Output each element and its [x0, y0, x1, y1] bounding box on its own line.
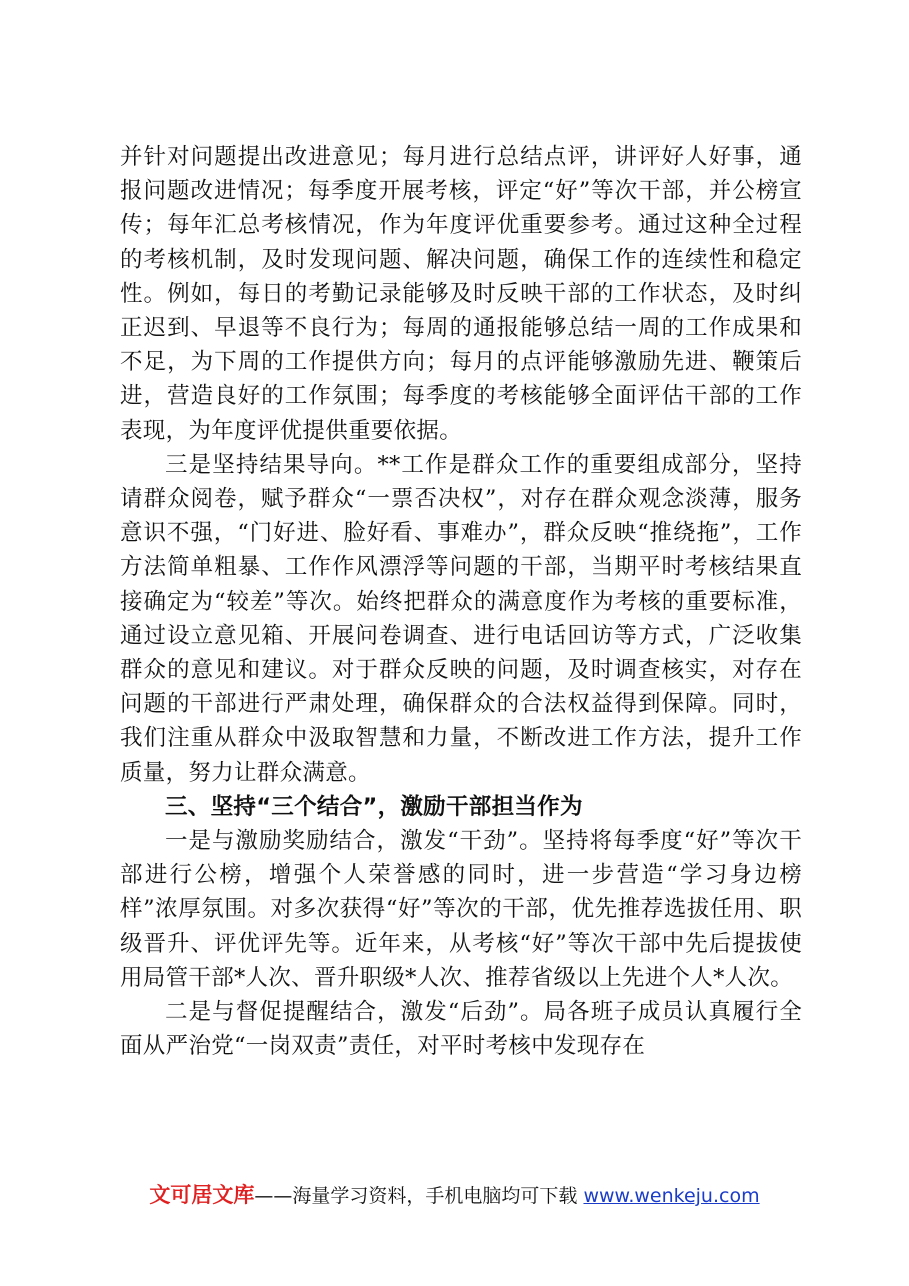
paragraph-incentive-reward: 一是与激励奖励结合，激发“干劲”。坚持将每季度“好”等次干部进行公榜，增强个人荣誉感的同时，进一步营造“学习身边榜样”浓厚氛围。对多次获得“好”等次的干部，优先推荐选拔任用、职级晋升、评优评先等。近年来，从考核“好”等次干部中先后提拔使用局管干部*人次、晋升职级*人次、推荐省级以上先进个人*人次。: [120, 828, 802, 991]
paragraph-supervision-reminder: 二是与督促提醒结合，激发“后劲”。局各班子成员认真履行全面从严治党“一岗双责”责任，对平时考核中发现存在: [120, 999, 802, 1060]
footer-link[interactable]: www.wenkeju.com: [583, 1185, 760, 1207]
paragraph-continued: 并针对问题提出改进意见；每月进行总结点评，讲评好人好事，通报问题改进情况；每季度开展考核，评定“好”等次干部，并公榜宣传；每年汇总考核情况，作为年度评优重要参考。通过这种全过程的考核机制，及时发现问题、解决问题，确保工作的连续性和稳定性。例如，每日的考勤记录能够及时反映干部的工作状态，及时纠正迟到、早退等不良行为；每周的通报能够总结一周的工作成果和不足，为下周的工作提供方向；每月的点评能够激励先进、鞭策后进，营造良好的工作氛围；每季度的考核能够全面评估干部的工作表现，为年度评优提供重要依据。: [120, 144, 802, 444]
paragraph-result-orientation: 三是坚持结果导向。**工作是群众工作的重要组成部分，坚持请群众阅卷，赋予群众“一票否决权”，对存在群众观念淡薄，服务意识不强，“门好进、脸好看、事难办”，群众反映“推绕拖”，工作方法简单粗暴、工作作风漂浮等问题的干部，当期平时考核结果直接确定为“较差”等次。始终把群众的满意度作为考核的重要标准，通过设立意见箱、开展问卷调查、进行电话回访等方式，广泛收集群众的意见和建议。对于群众反映的问题，及时调查核实，对存在问题的干部进行严肃处理，确保群众的合法权益得到保障。同时，我们注重从群众中汲取智慧和力量，不断改进工作方法，提升工作质量，努力让群众满意。: [120, 451, 802, 786]
footer-dash: ——: [254, 1185, 293, 1207]
section-heading: 三、坚持“三个结合”，激励干部担当作为: [165, 793, 583, 820]
footer-brand: 文可居文库: [149, 1183, 255, 1207]
footer-banner: [0, 1180, 909, 1211]
footer-tagline: 海量学习资料，手机电脑均可下载: [292, 1185, 578, 1207]
document-body: [120, 140, 802, 1063]
